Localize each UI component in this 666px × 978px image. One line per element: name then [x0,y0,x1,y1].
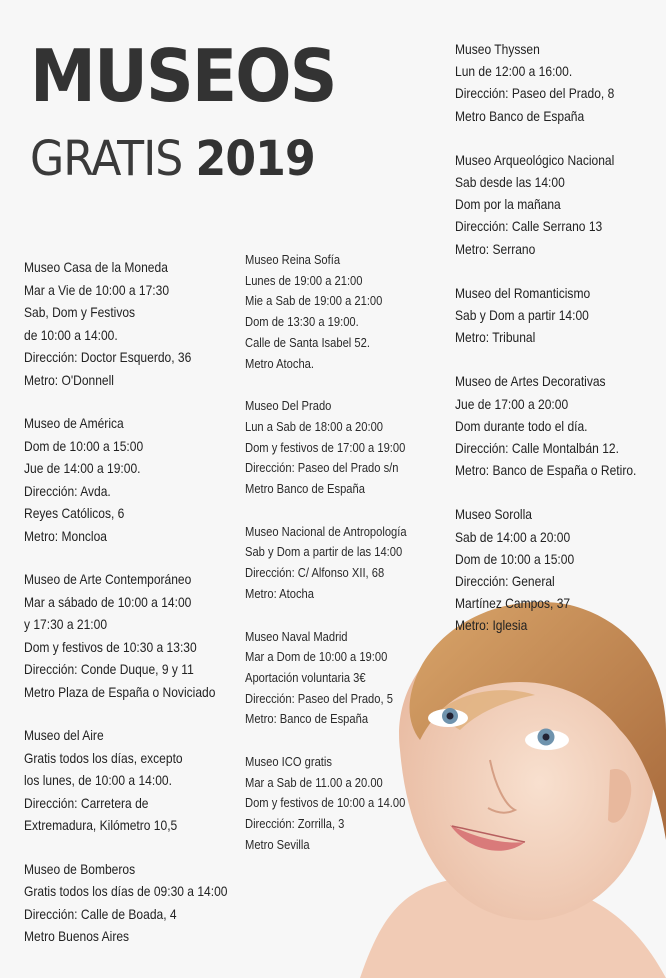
museum-info: Dirección: Avda. [24,482,111,499]
museum-info: Dirección: Paseo del Prado, 5 [245,690,393,706]
museum-info: Reyes Católicos, 6 [24,505,125,521]
museum-name: Museo ICO gratis [245,754,332,770]
subtitle-year: 2019 [195,131,315,187]
museum-info: Dom y festivos de 10:00 a 14.00 [245,795,406,811]
museum-info: Metro Sevilla [245,836,310,852]
museum-name: Museo Arqueológico Nacional [455,151,615,168]
poster-subtitle [30,131,315,187]
museum-name: Museo de Bomberos [24,860,136,877]
museum-info: Dirección: Paseo del Prado, 8 [455,85,615,102]
museum-info: Sab y Dom a partir de las 14:00 [245,544,403,560]
museum-info: Metro Atocha. [245,355,314,371]
museum-info: Dirección: Calle de Boada, 4 [24,905,177,922]
museum-info: Sab y Dom a partir 14:00 [455,307,589,324]
museum-name: Museo Casa de la Moneda [24,259,168,275]
museum-info: Metro: Serrano [455,240,536,257]
museum-name: Museo Del Prado [245,398,332,414]
museum-info: Metro: O'Donnell [24,371,114,388]
museum-entry [245,752,445,856]
museum-info: Dom y festivos de 10:30 a 13:30 [24,638,197,655]
museum-info: Mar a sábado de 10:00 a 14:00 [24,593,192,610]
museum-info: Metro Buenos Aires [24,928,130,944]
museum-info: Dom de 13:30 a 19:00. [245,314,359,330]
museum-entry [455,282,660,349]
museum-info: Metro: Tribunal [455,329,536,346]
museum-info: Metro: Banco de España o Retiro. [455,462,637,479]
museum-info: Mar a Vie de 10:00 a 17:30 [24,281,170,298]
museum-info: Metro: Atocha [245,585,314,601]
museum-name: Museo Reina Sofía [245,252,341,267]
museum-name: Museo Naval Madrid [245,628,348,644]
museum-entry [24,412,254,547]
museum-name: Museo del Romanticismo [455,284,591,301]
museum-info: Lunes de 19:00 a 21:00 [245,272,363,288]
museum-info: Dirección: Carretera de [24,794,149,811]
museum-info: de 10:00 a 14:00. [24,326,118,343]
museum-info: Metro Plaza de España o Noviciado [24,683,216,700]
museum-info: Jue de 14:00 a 19:00. [24,460,141,476]
museum-info: Extremadura, Kilómetro 10,5 [24,817,178,833]
museum-info: Dom durante todo el día. [455,417,588,434]
museum-info: Dirección: General [455,573,555,590]
museum-info: Dirección: Calle Serrano 13 [455,218,603,235]
museum-name: Museo de América [24,415,124,431]
museum-name: Museo de Arte Contemporáneo [24,571,192,587]
museum-entry [455,370,660,481]
museum-info: Lun a Sab de 18:00 a 20:00 [245,418,384,434]
museum-info: Calle de Santa Isabel 52. [245,334,370,350]
subtitle-word: GRATIS [30,131,183,187]
museum-info: Sab de 14:00 a 20:00 [455,528,571,545]
museum-name: Museo del Aire [24,727,104,743]
museum-entry [455,38,660,127]
museum-info: y 17:30 a 21:00 [24,616,108,632]
museum-info: Martínez Campos, 37 [455,595,571,612]
museum-info: Dom de 10:00 a 15:00 [455,550,575,567]
museum-entry [24,858,254,948]
museum-info: Mie a Sab de 19:00 a 21:00 [245,293,383,309]
museum-info: Dirección: C/ Alfonso XII, 68 [245,565,385,581]
museum-entry [455,503,660,636]
museum-info: Gratis todos los días, excepto [24,749,183,766]
museum-entry [24,256,254,391]
museum-info: Metro: Moncloa [24,527,107,544]
museum-info: Jue de 17:00 a 20:00 [455,395,569,412]
museum-info: Dirección: Zorrilla, 3 [245,816,345,832]
museum-name: Museo Sorolla [455,506,532,523]
museum-info: Aportación voluntaria 3€ [245,669,366,685]
museum-info: Sab, Dom y Festivos [24,304,136,320]
museum-info: Dirección: Conde Duque, 9 y 11 [24,661,194,677]
museum-entry [245,522,445,605]
museum-name: Museo Nacional de Antropología [245,523,407,539]
museum-info: Metro: Iglesia [455,617,528,634]
museum-info: Mar a Dom de 10:00 a 19:00 [245,649,388,665]
museum-entry [245,627,445,731]
museum-info: Dom de 10:00 a 15:00 [24,437,144,454]
museum-info: Sab desde las 14:00 [455,174,565,191]
museum-entry [245,250,445,374]
museum-info: Dom por la mañana [455,196,561,213]
poster-title: MUSEOS [30,34,336,118]
column-middle [245,250,445,878]
museum-entry [245,396,445,500]
museum-info: Gratis todos los días de 09:30 a 14:00 [24,883,228,899]
museum-entry [24,568,254,703]
museum-info: Dirección: Calle Montalbán 12. [455,440,619,457]
museum-name: Museo de Artes Decorativas [455,373,606,390]
museum-info: Metro Banco de España [245,481,365,497]
column-right [455,38,660,659]
museum-info: Lun de 12:00 a 16:00. [455,63,573,80]
museum-info: Mar a Sab de 11.00 a 20.00 [245,774,383,790]
museum-info: Dirección: Doctor Esquerdo, 36 [24,349,192,365]
museum-entry [455,149,660,260]
museum-info: los lunes, de 10:00 a 14:00. [24,772,172,788]
museum-info: Dom y festivos de 17:00 a 19:00 [245,439,406,455]
museum-entry [24,724,254,837]
museum-name: Museo Thyssen [455,41,540,57]
museum-info: Metro: Banco de España [245,711,369,727]
museum-info: Metro Banco de España [455,107,585,124]
column-left [24,256,254,969]
museum-info: Dirección: Paseo del Prado s/n [245,460,399,476]
